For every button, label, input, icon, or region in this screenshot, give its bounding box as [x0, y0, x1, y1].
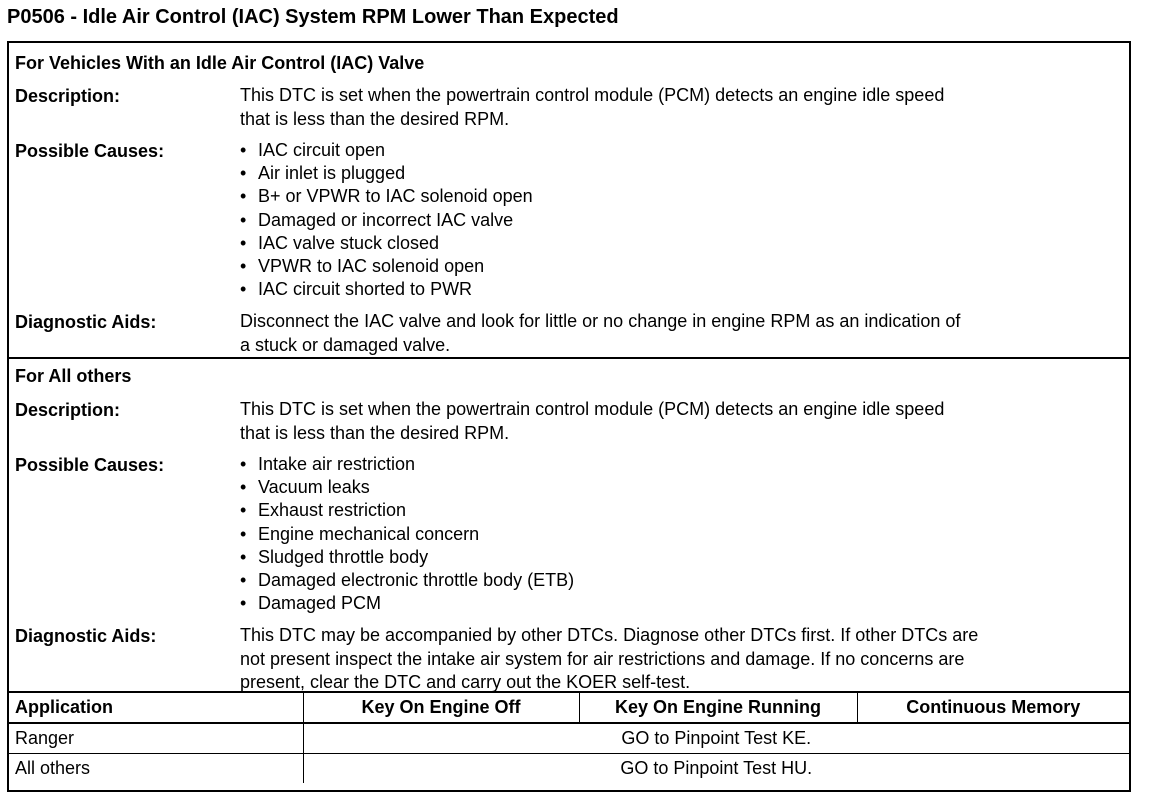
diagnostic-aids-line: This DTC may be accompanied by other DTCs. Diagnose other DTCs first. If other DTCs are [240, 625, 979, 645]
list-item: • Damaged electronic throttle body (ETB) [240, 569, 574, 592]
bullet-icon: • [240, 163, 247, 184]
cell-application: Ranger [9, 723, 303, 753]
list-item: • Damaged or incorrect IAC valve [240, 209, 533, 232]
diagnostic-aids-line: Disconnect the IAC valve and look for little or no change in engine RPM as an indication of [240, 311, 961, 331]
list-item: • Sludged throttle body [240, 546, 574, 569]
section-heading-all-others: For All others [15, 366, 132, 386]
list-item: • Intake air restriction [240, 453, 574, 476]
diagnostic-aids-text [240, 310, 1125, 357]
list-item: • VPWR to IAC solenoid open [240, 255, 533, 278]
header-application: Application [9, 693, 303, 723]
list-item: • B+ or VPWR to IAC solenoid open [240, 185, 533, 208]
possible-causes-label: Possible Causes: [15, 141, 165, 161]
diagnostic-aids-label: Diagnostic Aids: [15, 312, 157, 332]
description-text [240, 84, 1125, 131]
description-label: Description: [15, 400, 121, 420]
bullet-icon: • [240, 546, 247, 567]
header-continuous-memory: Continuous Memory [857, 693, 1129, 723]
diagnostic-aids-text [240, 624, 1125, 695]
list-item: • Damaged PCM [240, 592, 574, 615]
list-item: • IAC circuit open [240, 139, 533, 162]
cell-action: GO to Pinpoint Test KE. [303, 723, 1129, 753]
section-heading-iac-valve: For Vehicles With an Idle Air Control (IAC) Valve [15, 53, 425, 73]
description-text [240, 398, 1125, 445]
table-header-row [9, 693, 1129, 723]
bullet-icon: • [240, 454, 247, 474]
description-line: that is less than the desired RPM. [240, 108, 510, 129]
description-line: This DTC is set when the powertrain control module (PCM) detects an engine idle speed [240, 85, 945, 105]
bullet-icon: • [240, 256, 247, 277]
list-item: • IAC circuit shorted to PWR [240, 278, 533, 301]
section-divider [9, 357, 1129, 359]
dtc-info-box [7, 41, 1131, 792]
header-key-on-engine-running: Key On Engine Running [579, 693, 857, 723]
cell-application: All others [9, 753, 303, 783]
bullet-icon: • [240, 593, 247, 614]
bullet-icon: • [240, 186, 247, 207]
bullet-icon: • [240, 140, 247, 160]
list-item: • Engine mechanical concern [240, 523, 574, 546]
list-item: • IAC valve stuck closed [240, 232, 533, 255]
bullet-icon: • [240, 523, 247, 544]
list-item: • Vacuum leaks [240, 476, 574, 499]
table-row [9, 753, 1129, 783]
description-label: Description: [15, 86, 121, 106]
description-line: that is less than the desired RPM. [240, 422, 510, 443]
bullet-icon: • [240, 477, 247, 498]
possible-causes-list [240, 139, 533, 301]
bullet-icon: • [240, 209, 247, 230]
table-row [9, 723, 1129, 753]
possible-causes-label: Possible Causes: [15, 455, 165, 475]
cell-action: GO to Pinpoint Test HU. [303, 753, 1129, 783]
list-item: • Air inlet is plugged [240, 162, 533, 185]
diagnostic-aids-label: Diagnostic Aids: [15, 626, 157, 646]
possible-causes-list [240, 453, 574, 615]
diagnostic-aids-line: a stuck or damaged valve. [240, 334, 451, 355]
description-line: This DTC is set when the powertrain control module (PCM) detects an engine idle speed [240, 399, 945, 419]
bullet-icon: • [240, 570, 247, 591]
bullet-icon: • [240, 232, 247, 253]
list-item: • Exhaust restriction [240, 499, 574, 522]
application-table [9, 693, 1129, 783]
bullet-icon: • [240, 279, 247, 300]
header-key-on-engine-off: Key On Engine Off [303, 693, 579, 723]
bullet-icon: • [240, 500, 247, 521]
page-title: P0506 - Idle Air Control (IAC) System RPM Lower Than Expected [7, 6, 619, 28]
diagnostic-aids-line: not present inspect the intake air system for air restrictions and damage. If no concerns are [240, 648, 965, 669]
diagnostic-aids-line: present, clear the DTC and carry out the KOER self-test. [240, 672, 691, 692]
